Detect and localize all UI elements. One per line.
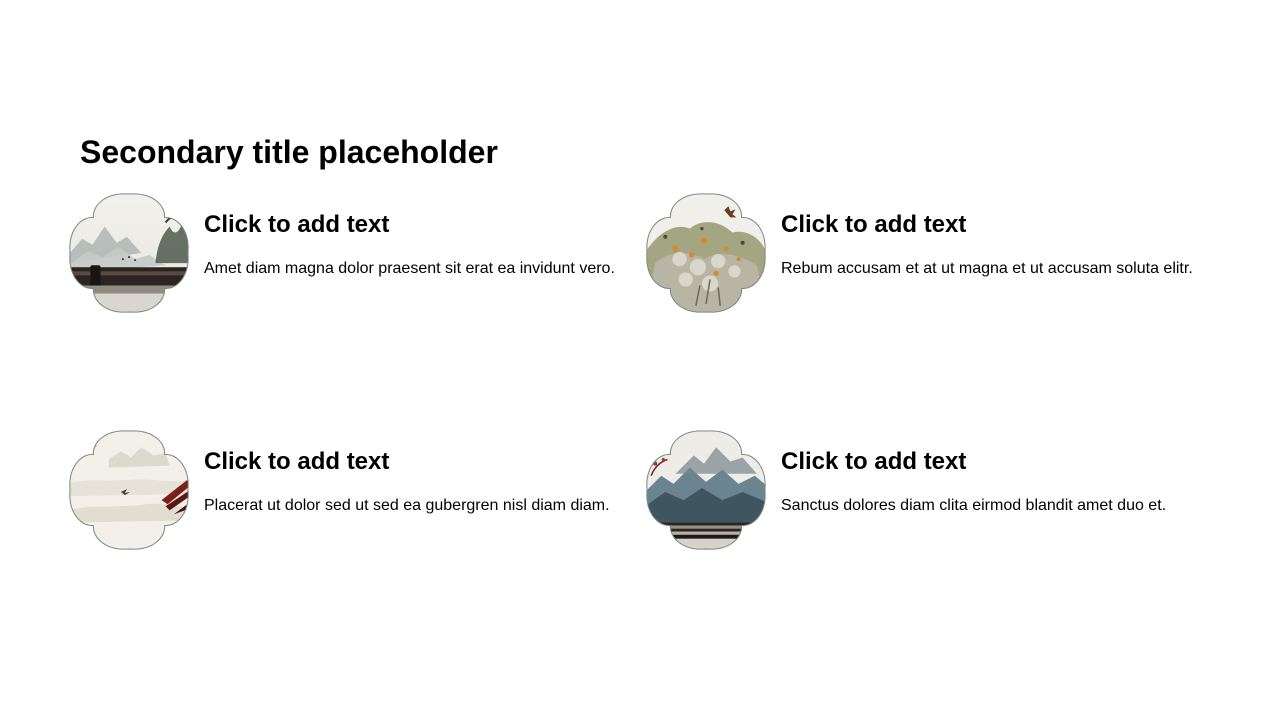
item-body[interactable]: Amet diam magna dolor praesent sit erat ea invidunt vero. xyxy=(204,260,615,277)
item-body[interactable]: Placerat ut dolor sed ut sed ea gubergren nisl diam diam. xyxy=(204,497,610,514)
item-heading[interactable]: Click to add text xyxy=(781,211,967,238)
slide-title[interactable]: Secondary title placeholder xyxy=(80,134,498,170)
ink-blue-mountains-icon[interactable] xyxy=(645,429,767,551)
item-heading[interactable]: Click to add text xyxy=(204,448,390,475)
ink-misty-landscape-icon[interactable] xyxy=(68,429,190,551)
item-body[interactable]: Sanctus dolores diam clita eirmod blandit amet duo et. xyxy=(781,497,1167,514)
ink-flowers-icon[interactable] xyxy=(645,192,767,314)
ink-landscape-pavilion-icon[interactable] xyxy=(68,192,190,314)
item-heading[interactable]: Click to add text xyxy=(204,211,390,238)
content-item-4 xyxy=(645,429,1215,553)
content-item-3 xyxy=(68,429,638,553)
item-body[interactable]: Rebum accusam et at ut magna et ut accusam soluta elitr. xyxy=(781,260,1193,277)
content-item-1 xyxy=(68,192,638,316)
content-item-2 xyxy=(645,192,1215,316)
item-heading[interactable]: Click to add text xyxy=(781,448,967,475)
